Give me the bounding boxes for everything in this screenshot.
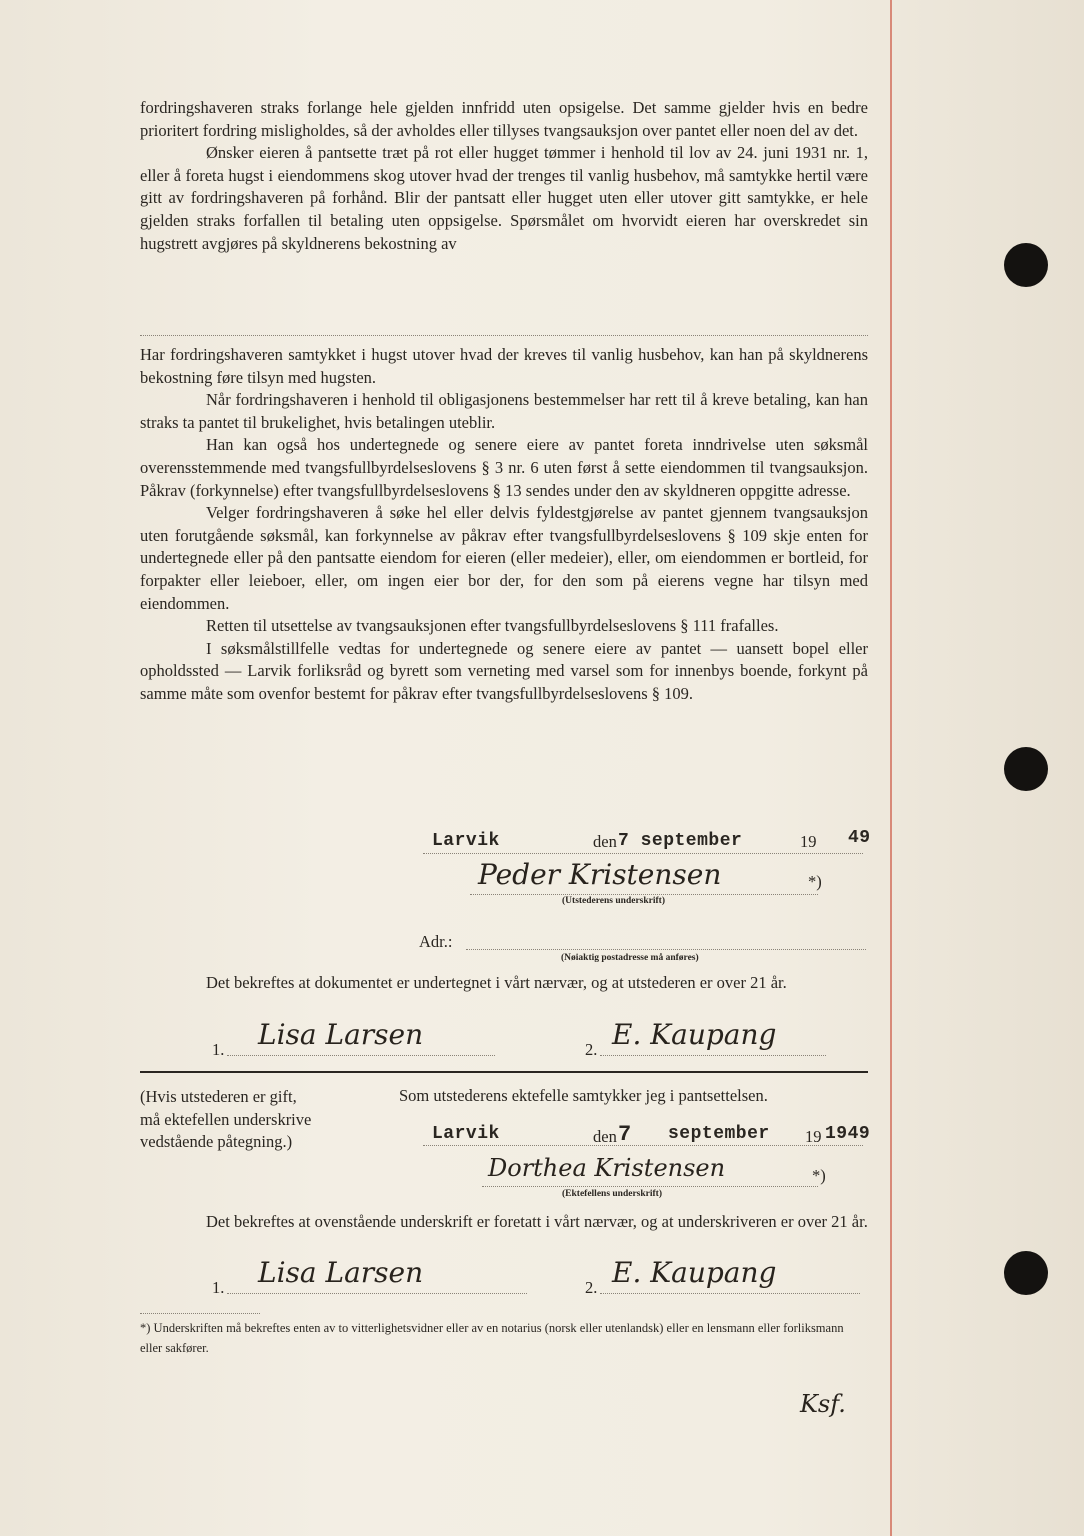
spouse-note: [140, 1086, 370, 1154]
dotted-line: [470, 894, 818, 895]
paragraph: Retten til utsettelse av tvangsauksjonen efter tvangsfullbyrdelseslovens § 111 frafalles.: [206, 616, 779, 636]
year-suffix: 1949: [825, 1124, 871, 1144]
address-label: Adr.:: [419, 932, 453, 951]
dotted-line: [482, 1186, 818, 1187]
footnote-separator: [140, 1313, 260, 1314]
signature-witness-2: E. Kaupang: [612, 1256, 777, 1289]
witness-number: 2.: [585, 1278, 598, 1297]
footnote-marker: *): [808, 872, 822, 891]
dotted-line: [423, 1145, 863, 1146]
signature-spouse: Dorthea Kristensen: [488, 1154, 726, 1182]
paragraph: Velger fordringshaveren å søke hel eller delvis fyldestgjørelse av pantet gjennem tvangsauksjon uten forutgående søksmål, kan forkynnelse av påkrav efter tvangsfullbyrdelseslovens § 109 skje enten for undertegnede eller på den pantsatte eiendom for eieren (eller medeier), eller, om eiendommen er bortleid, for forpakter eller leieboer, eller, om ingen eier bor der, for den som på eierens vegne har tilsyn med eiendommen.: [140, 503, 868, 613]
footnote-marker: *): [812, 1166, 826, 1185]
date-day-month: 7 september: [618, 831, 743, 851]
dotted-line: [600, 1293, 860, 1294]
witness-statement-1: [140, 972, 868, 995]
text-section-1: [140, 97, 868, 255]
dotted-line: [600, 1055, 826, 1056]
paragraph: Det bekreftes at dokumentet er undertegnet i vårt nærvær, og at utstederen er over 21 år.: [206, 973, 787, 992]
initials: Ksf.: [800, 1390, 846, 1418]
witness-number: 2.: [585, 1040, 598, 1059]
signature-witness-1: Lisa Larsen: [258, 1018, 424, 1051]
spouse-consent: Som utstederens ektefelle samtykker jeg i pantsettelsen.: [399, 1086, 768, 1105]
dotted-line: [227, 1293, 527, 1294]
signature-witness-1: Lisa Larsen: [258, 1256, 424, 1289]
divider: [140, 1071, 868, 1073]
footnote-text: *) Underskriften må bekreftes enten av to vitterlighetsvidner eller av en notarius (norsk eller utenlandsk) eller en lensmann eller forliksmann eller sakfører.: [140, 1321, 844, 1355]
address-line: [466, 949, 866, 950]
dotted-line: [227, 1055, 495, 1056]
witness-statement-2: [140, 1211, 868, 1234]
spouse-note-line: vedstående påtegning.): [140, 1132, 293, 1152]
caption-spouse-signature: (Ektefellens underskrift): [562, 1189, 663, 1199]
spouse-note-line: må ektefellen underskrive: [140, 1109, 312, 1129]
text-section-2: [140, 344, 868, 706]
year-prefix: 19: [805, 1127, 822, 1146]
footnote: [140, 1318, 868, 1358]
paragraph: Har fordringshaveren samtykket i hugst utover hvad der kreves til vanlig husbehov, kan han på skyldnerens bekostning føre tilsyn med hugsten.: [140, 345, 868, 387]
paragraph: Når fordringshaveren i henhold til obligasjonens bestemmelser har rett til å kreve betaling, kan han straks ta pantet til brukelighet, hvis betalingen uteblir.: [140, 390, 868, 432]
date-day: 7: [618, 1122, 632, 1147]
place: Larvik: [432, 831, 500, 851]
punch-hole: [1004, 747, 1048, 791]
paragraph: Han kan også hos undertegnede og senere eiere av pantet foreta inndrivelse uten søksmål overensstemmende med tvangsfullbyrdelseslovens § 3 nr. 6 uten først å sette eiendommen til tvangsauksjon. Påkrav (forkynnelse) efter tvangsfullbyrdelseslovens § 13 sendes under den av skyldneren oppgitte adresse.: [140, 435, 868, 500]
signature-issuer: Peder Kristensen: [478, 858, 722, 891]
witness-number: 1.: [212, 1040, 225, 1059]
den-label: den: [593, 832, 617, 851]
witness-number: 1.: [212, 1278, 225, 1297]
paragraph: Det bekreftes at ovenstående underskrift er foretatt i vårt nærvær, og at underskriveren er over 21 år.: [206, 1212, 868, 1231]
punch-hole: [1004, 243, 1048, 287]
margin-line: [890, 0, 892, 1536]
dotted-separator: [140, 335, 868, 336]
den-label: den: [593, 1127, 617, 1146]
punch-hole: [1004, 1251, 1048, 1295]
year-suffix: 49: [848, 828, 871, 848]
spouse-note-line: (Hvis utstederen er gift,: [140, 1087, 297, 1106]
year-prefix: 19: [800, 832, 817, 851]
dotted-line: [423, 853, 863, 854]
paragraph: fordringshaveren straks forlange hele gjelden innfridd uten opsigelse. Det samme gjelder hvis en bedre prioritert fordring misligholdes, så der avholdes eller tillyses tvangsauksjon over pantet eller noen del av det.: [140, 98, 868, 140]
date-month: september: [668, 1124, 770, 1144]
paragraph: I søksmålstillfelle vedtas for undertegnede og senere eiere av pantet — uansett bopel eller opholdssted — Larvik forliksråd og byrett som verneting med varsel som for innenbys boende, forkynt på samme måte som ovenfor bestemt for påkrav efter tvangsfullbyrdelseslovens § 109.: [140, 638, 868, 703]
caption-issuer-signature: (Utstederens underskrift): [562, 896, 665, 906]
paragraph: Ønsker eieren å pantsette træt på rot eller hugget tømmer i henhold til lov av 24. juni 1931 nr. 1, eller å foreta hugst i eiendommens skog utover hvad der trenges til vanlig husbehov, må samtykke hertil være gitt av fordringshaveren på forhånd. Blir der pantsatt eller hugget uten eller utover gitt samtykke, er hele gjelden straks forfallen til betaling uten oppsigelse. Spørsmålet om hvorvidt eieren har overskredet sin hugstrett avgjøres på skyldnerens bekostning av: [140, 143, 868, 253]
caption-address: (Nøiaktig postadresse må anføres): [561, 953, 699, 963]
place: Larvik: [432, 1124, 500, 1144]
signature-witness-2: E. Kaupang: [612, 1018, 777, 1051]
